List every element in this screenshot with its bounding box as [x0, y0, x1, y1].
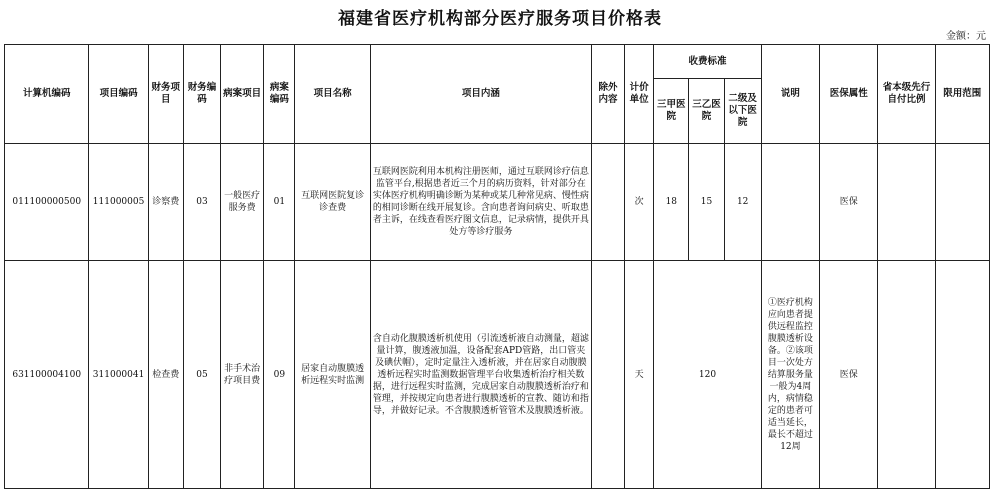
cell-insurance: 医保	[820, 144, 878, 261]
header-row-1	[5, 45, 990, 79]
header-case-item: 病案项目	[221, 45, 264, 144]
cell-insurance: 医保	[820, 261, 878, 489]
header-item-code: 项目编码	[89, 45, 148, 144]
cell-fin-item: 诊察费	[148, 144, 183, 261]
cell-item-content: 互联网医院利用本机构注册医师，通过互联网诊疗信息监管平台,根据患者近三个月的病历资料，针对部分在实体医疗机构明确诊断为某种或某几种常见病、慢性病的相同诊断在线开展复诊。含向患者询问病史、听取患者主诉，在线查看医疗图文信息，记录病情，提供开具处方等诊疗服务	[370, 144, 591, 261]
cell-self-pay	[878, 144, 935, 261]
header-self-pay: 省本级先行自付比例	[878, 45, 935, 144]
cell-case-code: 09	[264, 261, 295, 489]
header-fin-item: 财务项目	[148, 45, 183, 144]
cell-tier3-price: 12	[724, 144, 761, 261]
table-row	[5, 144, 990, 261]
cell-unit: 次	[625, 144, 654, 261]
cell-item-code: 111000005	[89, 144, 148, 261]
cell-item-name: 居家自动腹膜透析远程实时监测	[295, 261, 370, 489]
header-fin-code: 财务编码	[183, 45, 220, 144]
price-table	[4, 44, 990, 489]
header-fee-standard: 收费标准	[654, 45, 762, 79]
header-unit: 计价单位	[625, 45, 654, 144]
header-tier3: 二级及以下医院	[724, 79, 761, 144]
cell-case-item: 一般医疗服务费	[221, 144, 264, 261]
table-row	[5, 261, 990, 489]
cell-self-pay	[878, 261, 935, 489]
page-title: 福建省医疗机构部分医疗服务项目价格表	[338, 9, 662, 29]
cell-fin-code: 05	[183, 261, 220, 489]
cell-fin-item: 检查费	[148, 261, 183, 489]
cell-case-item: 非手术治疗项目费	[221, 261, 264, 489]
cell-limit	[935, 261, 989, 489]
header-exclusion: 除外内容	[591, 45, 624, 144]
cell-exclusion	[591, 261, 624, 489]
cell-tier2-price: 15	[689, 144, 724, 261]
cell-item-code: 311000041	[89, 261, 148, 489]
cell-notes	[761, 144, 819, 261]
cell-tier1-price: 18	[654, 144, 689, 261]
header-item-name: 项目名称	[295, 45, 370, 144]
cell-fin-code: 03	[183, 144, 220, 261]
cell-notes: ①医疗机构应向患者提供远程监控腹膜透析设备。②该项目一次处方结算服务量一般为4周内，病情稳定的患者可适当延长，最长不超过12周	[761, 261, 819, 489]
header-tier1: 三甲医院	[654, 79, 689, 144]
header-calc-code: 计算机编码	[5, 45, 89, 144]
cell-case-code: 01	[264, 144, 295, 261]
cell-limit	[935, 144, 989, 261]
cell-exclusion	[591, 144, 624, 261]
cell-price: 120	[654, 261, 762, 489]
cell-calc-code: 631100004100	[5, 261, 89, 489]
header-item-content: 项目内涵	[370, 45, 591, 144]
header-tier2: 三乙医院	[689, 79, 724, 144]
cell-item-name: 互联网医院复诊诊查费	[295, 144, 370, 261]
header-case-code: 病案编码	[264, 45, 295, 144]
cell-item-content: 含自动化腹膜透析机使用（引流透析液自动测量，超滤量计算，腹透液加温，设备配套APD管路，出口管夹及碘伏帽），定时定量注入透析液，并在居家自动腹膜透析远程实时监测数据管理平台收集透析治疗相关数据，进行远程实时监测，完成居家自动腹膜透析治疗和管理，并按规定向患者进行腹膜透析的宣教、随访和指导，并做好记录。不含腹膜透析管管术及腹膜透析液。	[370, 261, 591, 489]
cell-unit: 天	[625, 261, 654, 489]
header-insurance: 医保属性	[820, 45, 878, 144]
header-notes: 说明	[761, 45, 819, 144]
header-limit: 限用范围	[935, 45, 989, 144]
unit-note: 金额：元	[946, 31, 986, 42]
cell-calc-code: 011100000500	[5, 144, 89, 261]
